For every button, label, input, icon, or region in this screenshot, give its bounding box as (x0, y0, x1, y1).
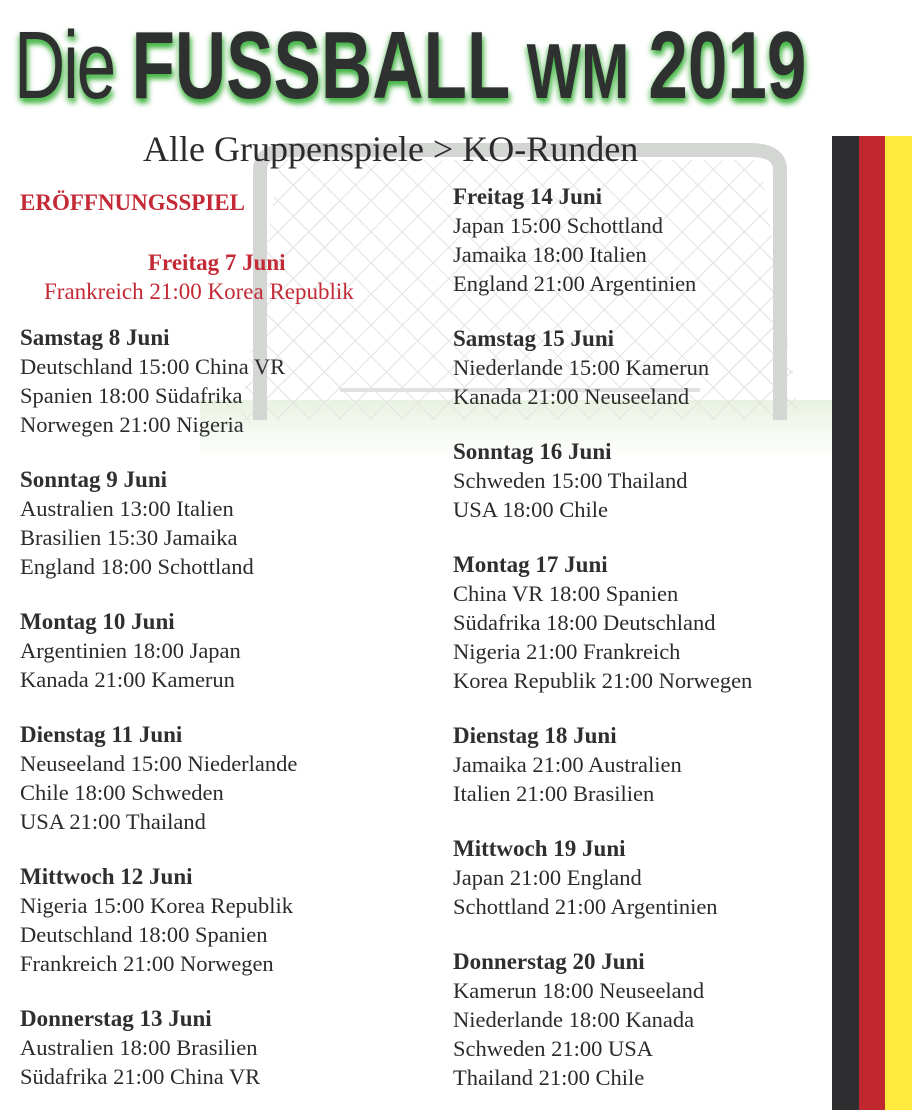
title-prefix: Die (14, 12, 114, 119)
schedule-column-right (453, 182, 752, 1118)
match-line: Deutschland 18:00 Spanien (20, 922, 268, 947)
match-line: Kamerun 18:00 Neuseeland (453, 978, 705, 1003)
match-day (453, 324, 752, 411)
day-title: Montag 10 Juni (20, 609, 175, 634)
day-title: Dienstag 11 Juni (20, 722, 183, 747)
match-line: Australien 13:00 Italien (20, 496, 234, 521)
page-title (14, 6, 806, 131)
day-title: Montag 17 Juni (453, 552, 608, 577)
match-line: Thailand 21:00 Chile (453, 1065, 645, 1090)
flag-stripe-red (859, 136, 886, 1110)
match-line: Australien 18:00 Brasilien (20, 1035, 258, 1060)
day-title: Sonntag 16 Juni (453, 439, 612, 464)
opening-day-title: Freitag 7 Juni (148, 250, 286, 275)
match-line: Schweden 15:00 Thailand (453, 468, 688, 493)
match-line: USA 21:00 Thailand (20, 809, 206, 834)
match-day (453, 182, 752, 298)
flag-stripe-black (832, 136, 859, 1110)
match-line: Niederlande 18:00 Kanada (453, 1007, 695, 1032)
match-line: Chile 18:00 Schweden (20, 780, 224, 805)
match-line: Brasilien 15:30 Jamaika (20, 525, 238, 550)
match-day (20, 720, 297, 836)
title-year: 2019 (648, 12, 807, 119)
match-day (453, 834, 752, 921)
match-line: Japan 21:00 England (453, 865, 642, 890)
match-line: USA 18:00 Chile (453, 497, 609, 522)
match-line: China VR 18:00 Spanien (453, 581, 679, 606)
opening-match: Frankreich 21:00 Korea Republik (44, 279, 354, 304)
match-line: Frankreich 21:00 Norwegen (20, 951, 274, 976)
match-line: Nigeria 15:00 Korea Republik (20, 893, 294, 918)
match-line: Neuseeland 15:00 Niederlande (20, 751, 298, 776)
match-line: England 18:00 Schottland (20, 554, 254, 579)
day-title: Samstag 15 Juni (453, 326, 615, 351)
match-line: Japan 15:00 Schottland (453, 213, 663, 238)
match-day (20, 607, 297, 694)
match-day (20, 1004, 297, 1091)
match-line: Südafrika 21:00 China VR (20, 1064, 261, 1089)
match-day (453, 550, 752, 695)
match-line: Deutschland 15:00 China VR (20, 354, 286, 379)
page-subtitle: Alle Gruppenspiele > KO-Runden (143, 129, 639, 169)
match-line: Kanada 21:00 Kamerun (20, 667, 235, 692)
match-line: Niederlande 15:00 Kamerun (453, 355, 710, 380)
match-day (453, 947, 752, 1092)
day-title: Donnerstag 20 Juni (453, 949, 645, 974)
day-title: Donnerstag 13 Juni (20, 1006, 212, 1031)
german-flag-stripes (832, 136, 912, 1110)
match-line: Spanien 18:00 Südafrika (20, 383, 243, 408)
day-title: Mittwoch 19 Juni (453, 836, 626, 861)
day-title: Mittwoch 12 Juni (20, 864, 193, 889)
match-day (20, 323, 297, 439)
title-main: FUSSBALL (131, 12, 511, 119)
match-line: Argentinien 18:00 Japan (20, 638, 241, 663)
opening-match-label: ERÖFFNUNGSSPIEL (20, 190, 245, 215)
match-day (453, 721, 752, 808)
day-title: Freitag 14 Juni (453, 184, 603, 209)
match-line: Korea Republik 21:00 Norwegen (453, 668, 753, 693)
day-title: Samstag 8 Juni (20, 325, 170, 350)
day-title: Dienstag 18 Juni (453, 723, 617, 748)
match-day (20, 862, 297, 978)
title-wm: WM (526, 27, 630, 115)
match-line: Südafrika 18:00 Deutschland (453, 610, 716, 635)
match-line: Kanada 21:00 Neuseeland (453, 384, 690, 409)
match-line: England 21:00 Argentinien (453, 271, 697, 296)
match-line: Italien 21:00 Brasilien (453, 781, 655, 806)
match-day (20, 465, 297, 581)
match-line: Jamaika 21:00 Australien (453, 752, 682, 777)
match-line: Nigeria 21:00 Frankreich (453, 639, 681, 664)
schedule-column-left (20, 323, 297, 1117)
match-line: Schottland 21:00 Argentinien (453, 894, 718, 919)
match-day (453, 437, 752, 524)
flag-stripe-gold (885, 136, 912, 1110)
match-line: Schweden 21:00 USA (453, 1036, 653, 1061)
match-line: Jamaika 18:00 Italien (453, 242, 647, 267)
day-title: Sonntag 9 Juni (20, 467, 168, 492)
match-line: Norwegen 21:00 Nigeria (20, 412, 244, 437)
